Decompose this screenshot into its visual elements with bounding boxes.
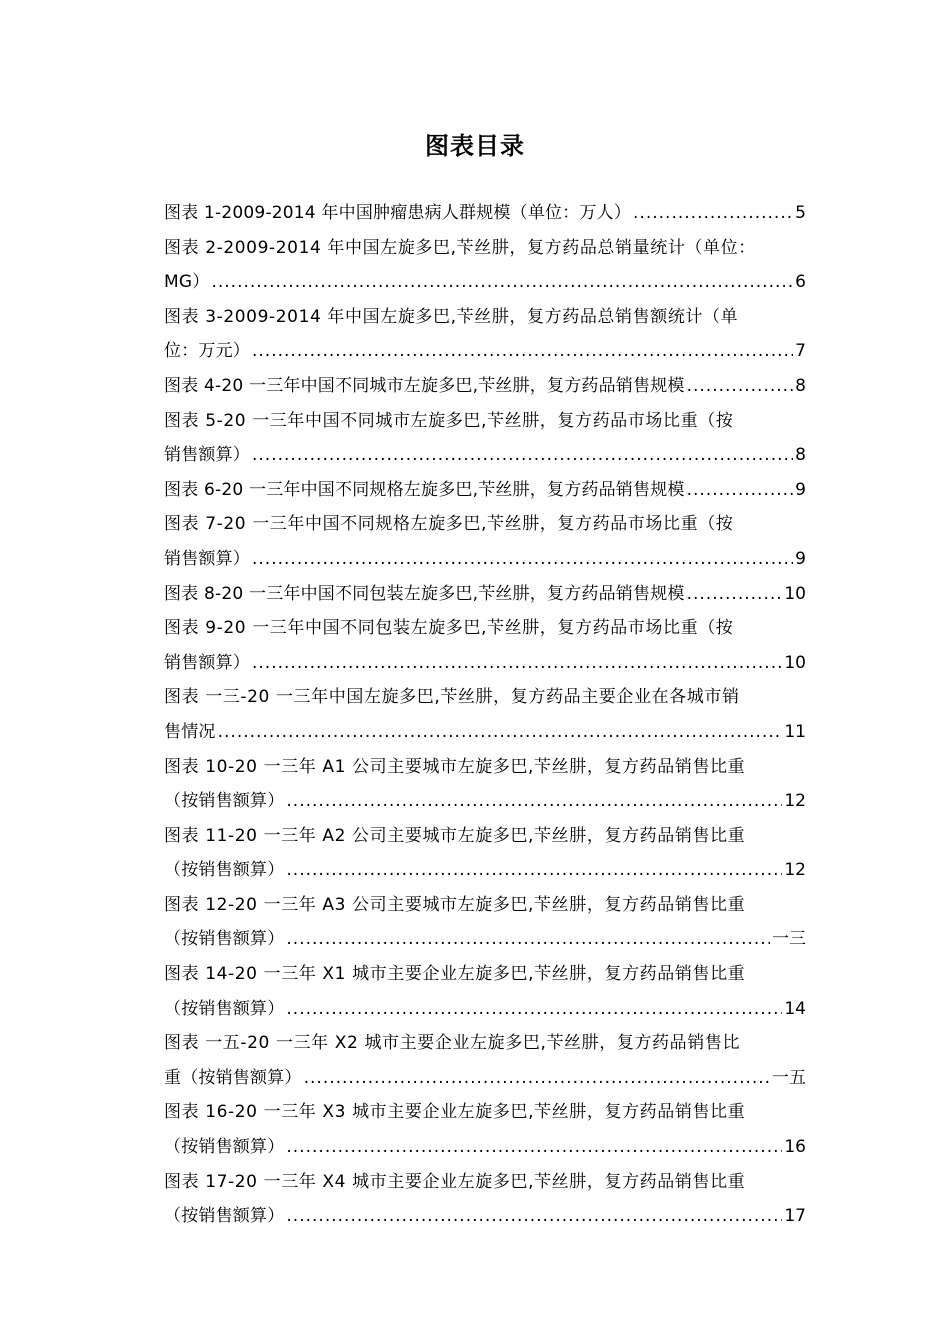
toc-entry-line [164, 646, 806, 681]
toc-entry[interactable] [164, 1095, 806, 1164]
toc-entry-text: 销售额算） [164, 548, 250, 569]
dot-leader [286, 1199, 782, 1234]
toc-entry-line [164, 992, 806, 1027]
toc-entry-text: 图表 8-20 一三年中国不同包装左旋多巴,苄丝肼，复方药品销售规模 [164, 583, 685, 604]
page-number: 8 [795, 375, 806, 396]
dot-leader [252, 334, 793, 369]
toc-entry-title: 图表 一五-20 一三年 X2 城市主要企业左旋多巴,苄丝肼，复方药品销售比 [164, 1033, 741, 1054]
page-number: 12 [784, 791, 806, 812]
toc-entry-text: （按销售额算） [164, 998, 285, 1019]
toc-entry[interactable] [164, 680, 806, 749]
toc-entry-title: 图表 17-20 一三年 X4 城市主要企业左旋多巴,苄丝肼，复方药品销售比重 [164, 1171, 746, 1192]
page-number: 9 [795, 479, 806, 500]
toc-entry-line [164, 265, 806, 300]
page-number: 14 [784, 998, 806, 1019]
dot-leader [218, 715, 783, 750]
toc-entry[interactable] [164, 1165, 806, 1234]
page-title: 图表目录 [425, 132, 525, 160]
toc-entry-line [164, 577, 806, 612]
toc-entry-title: 图表 2-2009-2014 年中国左旋多巴,苄丝肼，复方药品总销量统计（单位： [164, 237, 756, 258]
toc-entry-line [164, 542, 806, 577]
toc-entry[interactable] [164, 300, 806, 369]
page-number: 一三 [772, 929, 806, 950]
toc-entry-text: 位：万元） [164, 341, 250, 362]
toc-entry[interactable] [164, 888, 806, 957]
toc-entry[interactable] [164, 1026, 806, 1095]
toc-entry[interactable] [164, 404, 806, 473]
toc-entry[interactable] [164, 577, 806, 612]
page-number: 6 [795, 272, 806, 293]
toc-entry-text: （按销售额算） [164, 791, 285, 812]
toc-entry[interactable] [164, 473, 806, 508]
toc-entry[interactable] [164, 231, 806, 300]
toc-entry-title: 图表 7-20 一三年中国不同规格左旋多巴,苄丝肼，复方药品市场比重（按 [164, 514, 734, 535]
toc-entry[interactable] [164, 750, 806, 819]
dot-leader [252, 438, 793, 473]
toc-entry-title: 图表 5-20 一三年中国不同城市左旋多巴,苄丝肼，复方药品市场比重（按 [164, 410, 734, 431]
toc-entry[interactable] [164, 611, 806, 680]
toc-entry-text: 售情况 [164, 721, 216, 742]
toc-entry-text: （按销售额算） [164, 929, 285, 950]
page-number: 10 [784, 583, 806, 604]
dot-leader [687, 473, 794, 508]
dot-leader [286, 922, 770, 957]
dot-leader [286, 992, 782, 1027]
toc-entry-title: 图表 9-20 一三年中国不同包装左旋多巴,苄丝肼，复方药品市场比重（按 [164, 618, 734, 639]
dot-leader [687, 577, 783, 612]
toc-entry-text: 重（按销售额算） [164, 1067, 302, 1088]
toc-entry-line [164, 473, 806, 508]
dot-leader [304, 1061, 770, 1096]
toc-entry-line [164, 922, 806, 957]
dot-leader [252, 542, 793, 577]
page-number: 16 [784, 1137, 806, 1158]
page-number: 10 [784, 652, 806, 673]
dot-leader [286, 853, 782, 888]
toc-entry-text: 图表 1-2009-2014 年中国肿瘤患病人群规模（单位：万人） [164, 203, 632, 223]
toc-entry-title: 图表 16-20 一三年 X3 城市主要企业左旋多巴,苄丝肼，复方药品销售比重 [164, 1102, 746, 1123]
toc-entry-title: 图表 14-20 一三年 X1 城市主要企业左旋多巴,苄丝肼，复方药品销售比重 [164, 964, 746, 985]
toc-entry-line [164, 369, 806, 404]
dot-leader [687, 369, 794, 404]
toc-entry[interactable] [164, 507, 806, 576]
toc-entry-text: 图表 6-20 一三年中国不同规格左旋多巴,苄丝肼，复方药品销售规模 [164, 479, 685, 500]
toc-entry-text: MG） [164, 272, 210, 293]
page-number: 17 [784, 1206, 806, 1227]
toc-entry-title: 图表 12-20 一三年 A3 公司主要城市左旋多巴,苄丝肼，复方药品销售比重 [164, 894, 746, 915]
toc-entry-line [164, 715, 806, 750]
toc-entry-title: 图表 10-20 一三年 A1 公司主要城市左旋多巴,苄丝肼，复方药品销售比重 [164, 756, 746, 777]
toc-entry-title: 图表 11-20 一三年 A2 公司主要城市左旋多巴,苄丝肼，复方药品销售比重 [164, 825, 746, 846]
table-of-figures [164, 196, 806, 1234]
toc-entry-text: （按销售额算） [164, 860, 285, 881]
dot-leader [633, 196, 793, 231]
toc-entry-text: （按销售额算） [164, 1137, 285, 1158]
page-number: 12 [784, 860, 806, 881]
toc-entry-title: 图表 3-2009-2014 年中国左旋多巴,苄丝肼，复方药品总销售额统计（单 [164, 306, 739, 327]
dot-leader [286, 784, 782, 819]
dot-leader [211, 265, 793, 300]
toc-entry-line [164, 853, 806, 888]
toc-entry[interactable] [164, 369, 806, 404]
toc-entry-text: 图表 4-20 一三年中国不同城市左旋多巴,苄丝肼，复方药品销售规模 [164, 375, 685, 396]
toc-entry-text: （按销售额算） [164, 1206, 285, 1227]
toc-entry-text: 销售额算） [164, 445, 250, 466]
page-number: 一五 [772, 1067, 806, 1088]
toc-entry[interactable] [164, 819, 806, 888]
dot-leader [286, 1130, 782, 1165]
toc-entry-title: 图表 一三-20 一三年中国左旋多巴,苄丝肼，复方药品主要企业在各城市销 [164, 687, 740, 708]
toc-entry-line [164, 1061, 806, 1096]
page-number: 7 [795, 341, 806, 362]
page-number: 5 [795, 203, 806, 223]
page-number: 9 [795, 548, 806, 569]
toc-entry-line [164, 1130, 806, 1165]
toc-entry[interactable] [164, 957, 806, 1026]
toc-entry[interactable] [164, 196, 806, 231]
page-number: 11 [784, 721, 806, 742]
toc-entry-text: 销售额算） [164, 652, 250, 673]
toc-entry-line [164, 334, 806, 369]
dot-leader [252, 646, 782, 681]
toc-entry-line [164, 196, 806, 231]
toc-entry-line [164, 1199, 806, 1234]
page-number: 8 [795, 445, 806, 466]
toc-entry-line [164, 784, 806, 819]
toc-entry-line [164, 438, 806, 473]
